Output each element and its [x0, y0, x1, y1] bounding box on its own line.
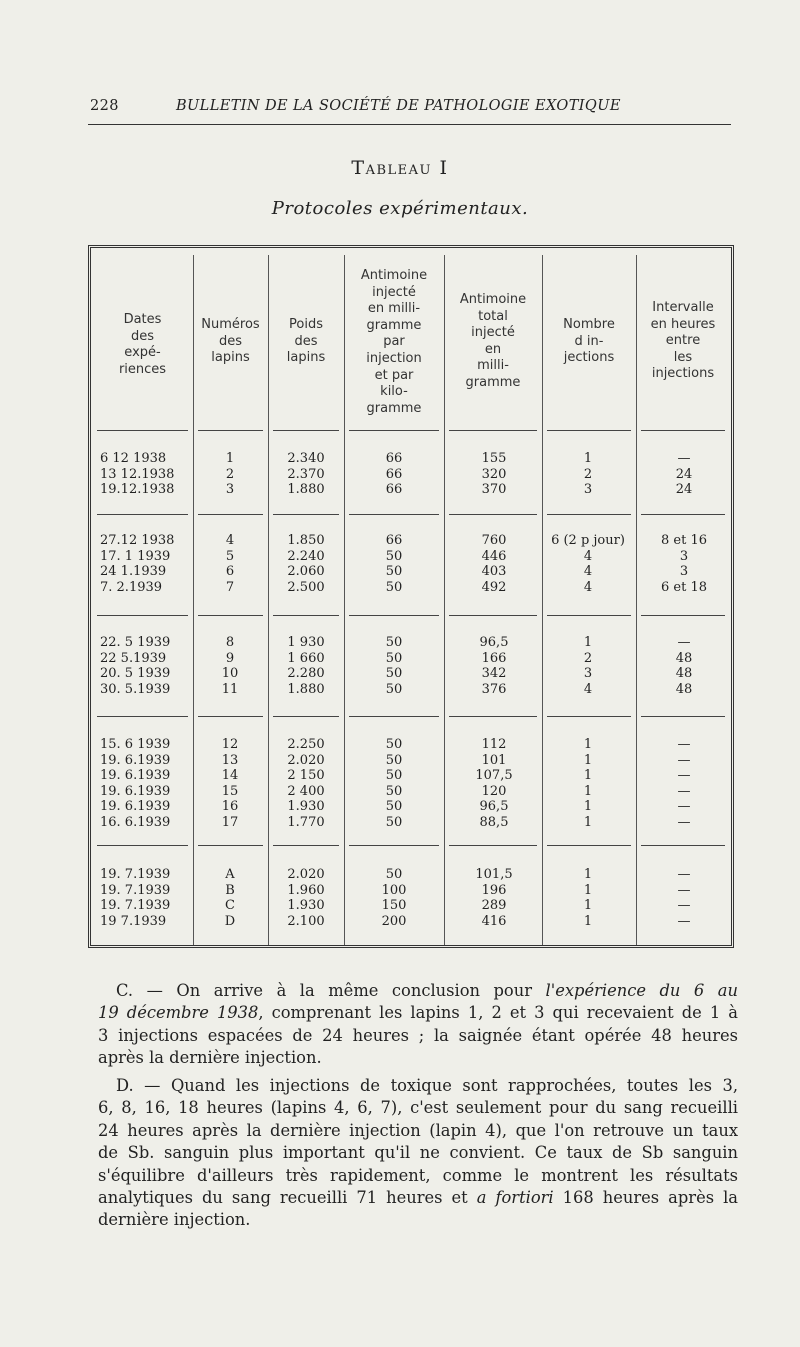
- cell-date: 16. 6.1939: [100, 814, 171, 830]
- group-rule: [547, 514, 631, 515]
- italic-run: a fortiori: [476, 1188, 554, 1208]
- cell-antimony-total: 376: [481, 681, 507, 697]
- cell-date: 19. 7.1939: [100, 882, 171, 898]
- cell-weight: 1.930: [287, 799, 325, 814]
- group-rule: [641, 615, 725, 616]
- cell-injection-count: 1: [583, 898, 593, 913]
- column-header-antimony-per-kg: [344, 268, 444, 417]
- cell-rabbit-number: 11: [221, 681, 239, 697]
- group-rule: [273, 716, 339, 717]
- paragraph-c-line: [98, 1002, 738, 1024]
- group-rule: [547, 845, 631, 846]
- cell-interval: —: [677, 768, 691, 783]
- column-header-antimony-total: [444, 292, 542, 392]
- cell-interval: —: [677, 882, 691, 898]
- cell-rabbit-number: 15: [221, 783, 239, 799]
- cell-date: 6 12 1938: [100, 451, 167, 466]
- cell-date: 19. 7.1939: [100, 867, 171, 882]
- cell-weight: 2.500: [287, 579, 325, 595]
- table-title: Tableau I: [351, 157, 449, 179]
- cell-date: 20. 5 1939: [100, 666, 171, 681]
- header-line: Antimoine: [360, 268, 428, 283]
- cell-date: 22 5.1939: [100, 650, 167, 666]
- cell-antimony-per-kg: 50: [385, 548, 403, 564]
- cell-antimony-total: 342: [481, 666, 507, 681]
- group-rule: [641, 716, 725, 717]
- cell-date: 13 12.1938: [100, 466, 175, 482]
- cell-rabbit-number: 10: [221, 666, 239, 681]
- group-rule: [641, 514, 725, 515]
- group-rule: [547, 615, 631, 616]
- cell-injection-count: 1: [583, 814, 593, 830]
- group-rule: [198, 716, 263, 717]
- cell-injection-count: 3: [583, 482, 593, 497]
- group-rule: [449, 430, 537, 431]
- cell-rabbit-number: 5: [225, 548, 235, 564]
- cell-interval: 24: [675, 482, 693, 497]
- italic-run: l'expérience du 6 au: [545, 981, 738, 1000]
- cell-interval: 8 et 16: [661, 533, 707, 548]
- cell-injection-count: 6 (2 p jour): [551, 533, 625, 548]
- paragraph-d-line: 24 heures après la dernière injection (lapin 4), que l'on retrouve un taux: [98, 1120, 738, 1140]
- cell-antimony-per-kg: 150: [381, 898, 407, 913]
- running-head: [90, 98, 730, 120]
- cell-weight: 2 400: [287, 783, 325, 799]
- cell-antimony-per-kg: 66: [385, 482, 403, 497]
- header-line: total: [478, 308, 508, 324]
- cell-date: 19. 6.1939: [100, 752, 171, 768]
- header-line: et par: [374, 367, 414, 383]
- cell-injection-count: 1: [583, 799, 593, 814]
- cell-weight: 2.020: [287, 867, 325, 882]
- cell-injection-count: 1: [583, 882, 593, 898]
- cell-date: 19. 6.1939: [100, 768, 171, 783]
- group-rule: [641, 430, 725, 431]
- cell-date: 19. 7.1939: [100, 898, 171, 913]
- cell-date: 19.12.1938: [100, 482, 175, 497]
- paragraph-d: [98, 1075, 738, 1232]
- cell-injection-count: 4: [583, 548, 593, 564]
- cell-antimony-total: 416: [481, 913, 507, 929]
- cell-antimony-total: 101,5: [475, 867, 513, 882]
- group-rule: [449, 615, 537, 616]
- cell-weight: 1 660: [287, 650, 325, 666]
- header-line: riences: [118, 361, 167, 377]
- cell-antimony-per-kg: 50: [385, 752, 403, 768]
- cell-antimony-total: 492: [481, 579, 507, 595]
- paragraph-d-line: s'équilibre d'ailleurs très rapidement, comme le montrent les résultats: [98, 1165, 738, 1185]
- cell-weight: 2.240: [287, 548, 325, 564]
- group-rule: [349, 845, 439, 846]
- cell-weight: 2.370: [287, 466, 325, 482]
- group-rule: [97, 514, 188, 515]
- cell-antimony-per-kg: 66: [385, 451, 403, 466]
- cell-rabbit-number: 4: [225, 533, 235, 548]
- header-line: lapins: [211, 350, 250, 366]
- cell-rabbit-number: C: [225, 898, 235, 913]
- cell-date: 15. 6 1939: [100, 737, 171, 752]
- cell-antimony-per-kg: 100: [381, 882, 407, 898]
- cell-antimony-total: 196: [481, 882, 507, 898]
- cell-rabbit-number: 13: [221, 752, 239, 768]
- header-line: des: [130, 328, 155, 344]
- cell-interval: 6 et 18: [661, 579, 707, 595]
- cell-rabbit-number: D: [224, 913, 236, 929]
- cell-antimony-per-kg: 50: [385, 768, 403, 783]
- cell-interval: 24: [675, 466, 693, 482]
- cell-weight: 2.020: [287, 752, 325, 768]
- cell-weight: 2.250: [287, 737, 325, 752]
- cell-interval: —: [677, 451, 691, 466]
- cell-antimony-per-kg: 200: [381, 913, 407, 929]
- header-line: injections: [651, 366, 715, 382]
- column-header-weight: [268, 317, 344, 367]
- cell-interval: —: [677, 783, 691, 799]
- cell-antimony-per-kg: 50: [385, 814, 403, 830]
- table-subtitle: Protocoles expérimentaux.: [271, 198, 529, 219]
- cell-rabbit-number: B: [225, 882, 235, 898]
- group-rule: [547, 430, 631, 431]
- cell-antimony-total: 96,5: [479, 635, 509, 650]
- cell-antimony-per-kg: 66: [385, 533, 403, 548]
- header-line: des: [218, 333, 243, 349]
- cell-rabbit-number: 14: [221, 768, 239, 783]
- cell-injection-count: 1: [583, 783, 593, 799]
- cell-antimony-total: 760: [481, 533, 507, 548]
- header-line: lapins: [286, 350, 326, 366]
- group-rule: [97, 430, 188, 431]
- cell-date: 17. 1 1939: [100, 548, 171, 564]
- group-rule: [547, 716, 631, 717]
- cell-antimony-per-kg: 50: [385, 783, 403, 799]
- cell-antimony-total: 320: [481, 466, 507, 482]
- header-line: Nombre: [563, 317, 615, 332]
- group-rule: [641, 845, 725, 846]
- cell-injection-count: 2: [583, 650, 593, 666]
- column-header-interval: [636, 300, 730, 383]
- cell-antimony-per-kg: 50: [385, 867, 403, 882]
- header-line: kilo-: [380, 384, 408, 400]
- cell-injection-count: 4: [583, 579, 593, 595]
- cell-antimony-per-kg: 50: [385, 737, 403, 752]
- paragraph-d-line: [98, 1187, 738, 1209]
- italic-run: 19 décembre 1938: [98, 1003, 259, 1023]
- cell-antimony-total: 155: [481, 451, 507, 466]
- header-line: entre: [665, 333, 701, 349]
- cell-injection-count: 1: [583, 451, 593, 466]
- cell-rabbit-number: 6: [225, 564, 235, 579]
- cell-interval: —: [677, 898, 691, 913]
- cell-antimony-total: 107,5: [475, 768, 513, 783]
- cell-weight: 1.880: [287, 482, 325, 497]
- group-rule: [449, 514, 537, 515]
- group-rule: [198, 845, 263, 846]
- header-line: en milli-: [367, 301, 421, 317]
- cell-rabbit-number: 1: [225, 451, 235, 466]
- header-line: d in-: [574, 333, 604, 349]
- group-rule: [97, 615, 188, 616]
- group-rule: [449, 716, 537, 717]
- header-line: injection: [366, 350, 422, 366]
- cell-antimony-per-kg: 50: [385, 799, 403, 814]
- cell-injection-count: 3: [583, 666, 593, 681]
- cell-antimony-total: 112: [481, 737, 507, 752]
- header-line: gramme: [366, 400, 422, 416]
- cell-date: 19. 6.1939: [100, 783, 171, 799]
- header-line: les: [673, 349, 693, 365]
- group-rule: [449, 845, 537, 846]
- cell-rabbit-number: 3: [225, 482, 235, 497]
- cell-interval: 3: [679, 564, 689, 579]
- header-line: Antimoine: [459, 292, 527, 307]
- cell-interval: 48: [675, 666, 693, 681]
- cell-antimony-total: 120: [481, 783, 507, 799]
- group-rule: [97, 845, 188, 846]
- cell-interval: —: [677, 752, 691, 768]
- cell-injection-count: 1: [583, 867, 593, 882]
- header-line: Numéros: [201, 317, 260, 332]
- journal-title: BULLETIN DE LA SOCIÉTÉ DE PATHOLOGIE EXOTIQUE: [176, 98, 621, 114]
- paragraph-c-line: après la dernière injection.: [98, 1048, 322, 1068]
- text-run: analytiques du sang recueilli 71 heures et: [98, 1188, 477, 1208]
- cell-weight: 2.280: [287, 666, 325, 681]
- header-line: en heures: [650, 316, 716, 332]
- page-number: 228: [90, 98, 119, 114]
- cell-interval: 3: [679, 548, 689, 564]
- cell-weight: 1 930: [287, 635, 325, 650]
- header-line: milli-: [477, 358, 509, 374]
- group-rule: [198, 430, 263, 431]
- cell-weight: 2.060: [287, 564, 325, 579]
- cell-rabbit-number: 17: [221, 814, 239, 830]
- cell-antimony-total: 370: [481, 482, 507, 497]
- cell-date: 27.12 1938: [100, 533, 175, 548]
- cell-antimony-total: 166: [481, 650, 507, 666]
- cell-weight: 2 150: [287, 768, 325, 783]
- column-header-rabbit-number: [193, 317, 268, 367]
- column-header-date: [92, 312, 193, 378]
- header-line: injecté: [372, 284, 416, 300]
- header-line: expé-: [124, 345, 161, 361]
- group-rule: [97, 716, 188, 717]
- header-line: injecté: [471, 325, 515, 341]
- cell-antimony-per-kg: 50: [385, 579, 403, 595]
- text-run: 168 heures après la: [553, 1188, 738, 1208]
- cell-date: 30. 5.1939: [100, 681, 171, 697]
- paragraph-c-line: [98, 980, 738, 1002]
- header-line: des: [294, 333, 318, 349]
- cell-interval: —: [677, 737, 691, 752]
- cell-antimony-per-kg: 50: [385, 650, 403, 666]
- cell-interval: 48: [675, 650, 693, 666]
- header-rule: [88, 124, 731, 125]
- cell-rabbit-number: 9: [225, 650, 235, 666]
- cell-injection-count: 1: [583, 752, 593, 768]
- cell-rabbit-number: 12: [221, 737, 239, 752]
- group-rule: [273, 845, 339, 846]
- cell-injection-count: 1: [583, 737, 593, 752]
- cell-injection-count: 1: [583, 635, 593, 650]
- paragraph-d-line: 6, 8, 16, 18 heures (lapins 4, 6, 7), c'est seulement pour du sang recueilli: [98, 1098, 738, 1118]
- group-rule: [349, 514, 439, 515]
- paragraph-d-line: D. — Quand les injections de toxique sont rapprochées, toutes les 3,: [116, 1076, 738, 1095]
- cell-interval: —: [677, 867, 691, 882]
- cell-antimony-per-kg: 50: [385, 666, 403, 681]
- text-run: C. — On arrive à la même conclusion pour: [116, 981, 546, 1000]
- group-rule: [349, 615, 439, 616]
- cell-weight: 1.880: [287, 681, 325, 697]
- cell-injection-count: 4: [583, 681, 593, 697]
- cell-rabbit-number: 16: [221, 799, 239, 814]
- header-line: par: [383, 334, 405, 350]
- cell-antimony-total: 446: [481, 548, 507, 564]
- cell-weight: 2.340: [287, 451, 325, 466]
- cell-antimony-per-kg: 66: [385, 466, 403, 482]
- cell-rabbit-number: 2: [225, 466, 235, 482]
- header-line: Poids: [289, 317, 323, 332]
- cell-weight: 1.850: [287, 533, 325, 548]
- paragraph-d-line: dernière injection.: [98, 1210, 251, 1230]
- cell-antimony-total: 403: [481, 564, 507, 579]
- cell-rabbit-number: 7: [225, 579, 235, 595]
- header-line: gramme: [465, 374, 521, 390]
- cell-rabbit-number: 8: [225, 635, 235, 650]
- cell-date: 24 1.1939: [100, 564, 167, 579]
- group-rule: [349, 716, 439, 717]
- group-rule: [273, 615, 339, 616]
- cell-injection-count: 1: [583, 768, 593, 783]
- column-header-injection-count: [542, 317, 636, 367]
- cell-date: 19. 6.1939: [100, 799, 171, 814]
- cell-date: 19 7.1939: [100, 913, 167, 929]
- cell-interval: —: [677, 814, 691, 830]
- cell-interval: —: [677, 913, 691, 929]
- cell-rabbit-number: A: [225, 867, 235, 882]
- text-run: , comprenant les lapins 1, 2 et 3 qui recevaient de 1 à: [258, 1003, 739, 1023]
- paragraph-d-line: de Sb. sanguin plus important qu'il ne convient. Ce taux de Sb sanguin: [98, 1143, 738, 1163]
- cell-injection-count: 1: [583, 913, 593, 929]
- paragraph-c-line: 3 injections espacées de 24 heures ; la saignée étant opérée 48 heures: [98, 1025, 738, 1045]
- cell-date: 22. 5 1939: [100, 635, 171, 650]
- group-rule: [198, 615, 263, 616]
- header-line: Intervalle: [652, 300, 714, 315]
- cell-antimony-per-kg: 50: [385, 681, 403, 697]
- group-rule: [273, 514, 339, 515]
- group-rule: [273, 430, 339, 431]
- header-line: jections: [563, 350, 615, 366]
- cell-antimony-total: 289: [481, 898, 507, 913]
- group-rule: [198, 514, 263, 515]
- cell-injection-count: 2: [583, 466, 593, 482]
- header-line: Dates: [123, 312, 162, 327]
- cell-injection-count: 4: [583, 564, 593, 579]
- cell-weight: 1.770: [287, 814, 325, 830]
- cell-weight: 2.100: [287, 913, 325, 929]
- cell-antimony-total: 96,5: [479, 799, 509, 814]
- cell-antimony-total: 101: [481, 752, 507, 768]
- cell-weight: 1.960: [287, 882, 325, 898]
- header-line: gramme: [366, 317, 422, 333]
- cell-interval: —: [677, 635, 691, 650]
- paragraph-c: [98, 980, 738, 1070]
- cell-weight: 1.930: [287, 898, 325, 913]
- cell-interval: 48: [675, 681, 693, 697]
- group-rule: [349, 430, 439, 431]
- cell-antimony-total: 88,5: [479, 814, 509, 830]
- cell-antimony-per-kg: 50: [385, 564, 403, 579]
- header-line: en: [484, 341, 502, 357]
- cell-date: 7. 2.1939: [100, 579, 163, 595]
- cell-interval: —: [677, 799, 691, 814]
- cell-antimony-per-kg: 50: [385, 635, 403, 650]
